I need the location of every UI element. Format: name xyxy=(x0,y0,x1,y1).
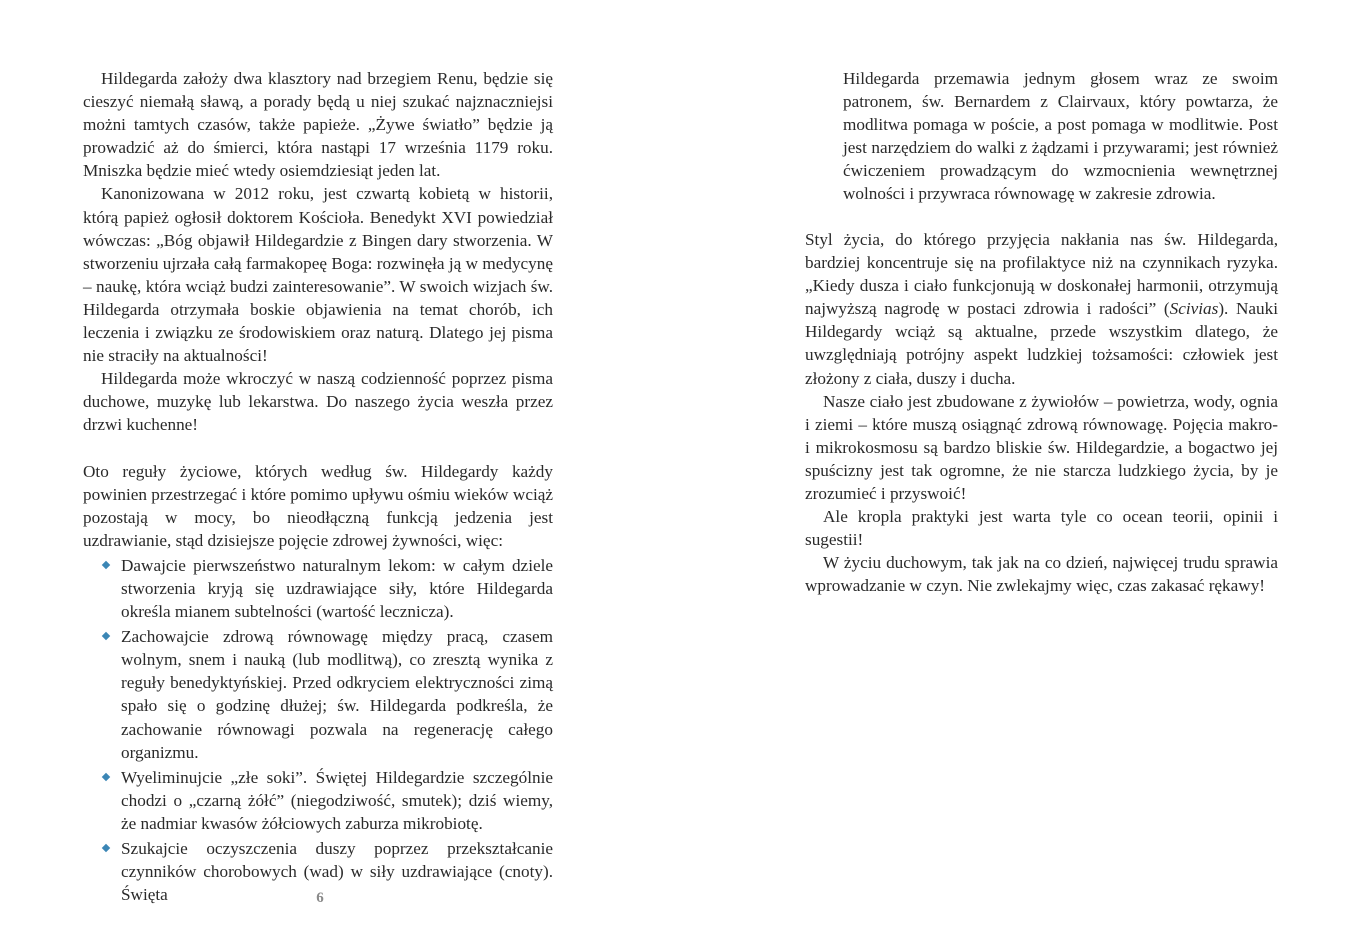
work-title-scivias: Scivias xyxy=(1169,299,1219,319)
paragraph-reguly-zyciowe: Oto reguły życiowe, których według św. Hildegardy każdy powinien przestrzegać i które pomimo upływu ośmiu wieków wciąż pozostają w mocy, bo nieodłączną funkcją jedzenia jest uzdrawianie, stąd dzisiejsze pojęcie zdrowej żywności, więc: xyxy=(83,461,553,550)
paragraph-codziennosc: Hildegarda może wkroczyć w naszą codzienność poprzez pisma duchowe, muzykę lub lekarstwa. Do naszego życia weszła przez drzwi kuchenne! xyxy=(83,369,553,435)
list-item-text: Wyeliminujcie „złe soki”. Świętej Hildegardzie szczególnie chodzi o „czarną żółć” (niegodziwość, smutek); dziś wiemy, że nadmiar kwasów żółciowych zaburza mikrobiotę. xyxy=(121,767,553,833)
list-item-text: Dawajcie pierwszeństwo naturalnym lekom: w całym dziele stworzenia kryją się uzdrawiające siły, które Hildegarda określa mianem subtelności (wartość lecznicza). xyxy=(121,555,553,622)
paragraph-kanonizowana: Kanonizowana w 2012 roku, jest czwartą kobietą w historii, którą papież ogłosił doktorem Kościoła. Benedykt XVI powiedział wówczas: „Bóg objawił Hildegardzie z Bingen dary stworzenia. W stworzeniu ujrzała całą farmakopeę Boga: rozwinęła ją w medycynę – naukę, która wciąż budzi zainteresowanie”. W swoich wizjach św. Hildegarda otrzymała boskie objawienia na temat chorób, ich leczenia i związku ze środowiskiem oraz naturą. Dlatego jej pisma nie straciły na aktualności! xyxy=(83,184,553,366)
paragraph-styl-zycia-start: Styl życia, do którego przyjęcia nakłania nas św. Hildegarda, bardziej koncentruje się na profilaktyce niż na czynnikach ryzyka. „Kiedy dusza i ciało funkcjonują w doskonałej harmonii, otrzymują najwyższą nagrodę w postaci zdrowia i radości” ( xyxy=(805,230,1278,319)
paragraph-nasze-cialo: Nasze ciało jest zbudowane z żywiołów – powietrza, wody, ognia i ziemi – które muszą osiągnąć zdrową równowagę. Pojęcia makro- i mikrokosmosu są bardzo bliskie św. Hildegardzie, a bogactwo jej spuścizny jest tak ogromne, że nie starcza ludzkiego życia, by je zrozumieć i przyswoić! xyxy=(805,391,1278,504)
paragraph-kropla-praktyki: Ale kropla praktyki jest warta tyle co ocean teorii, opinii i sugestii! xyxy=(805,507,1278,550)
block-quote xyxy=(843,67,1278,206)
left-page-text xyxy=(83,67,553,906)
right-page-text xyxy=(805,228,1278,598)
rules-list xyxy=(83,554,553,906)
list-item xyxy=(83,766,553,835)
list-item-text: Szukajcie oczyszczenia duszy poprzez przekształcanie czynników chorobowych (wad) w siły uzdrawiające (cnoty). Święta xyxy=(121,839,553,905)
diamond-bullet-icon xyxy=(102,561,110,569)
diamond-bullet-icon xyxy=(102,844,110,852)
paragraph-zycie-duchowe: W życiu duchowym, tak jak na co dzień, najwięcej trudu sprawia wprowadzanie w czyn. Nie zwlekajmy więc, czas zakasać rękawy! xyxy=(805,553,1278,596)
paragraph-styl-zycia xyxy=(805,228,1278,390)
list-item xyxy=(83,554,553,623)
right-page xyxy=(676,0,1351,939)
diamond-bullet-icon xyxy=(102,632,110,640)
diamond-bullet-icon xyxy=(102,772,110,780)
left-page xyxy=(0,0,675,939)
page-number: 6 xyxy=(316,890,324,906)
paragraph-hildegarda-klasztory: Hildegarda założy dwa klasztory nad brzegiem Renu, będzie się cieszyć niemałą sławą, a porady będą u niej szukać najznaczniejsi możni tamtych czasów, także papieże. „Żywe światło” będzie ją prowadzić aż do śmierci, która nastąpi 17 września 1179 roku. Mniszka będzie mieć wtedy osiemdziesiąt jeden lat. xyxy=(83,69,553,181)
list-item-text: Zachowajcie zdrową równowagę między pracą, czasem wolnym, snem i nauką (lub modlitwą), co zresztą wynika z reguły benedyktyńskiej. Przed odkryciem elektryczności zimą spało się o godzinę dłużej; św. Hildegarda podkreśla, że zachowanie równowagi pozwala na regenerację całego organizmu. xyxy=(121,627,553,762)
list-item xyxy=(83,625,553,764)
quote-text: Hildegarda przemawia jednym głosem wraz ze swoim patronem, św. Bernardem z Clairvaux, który powtarza, że modlitwa pomaga w poście, a post pomaga w modlitwie. Post jest narzędziem do walki z żądzami i przywarami; jest również ćwiczeniem prowadzącym do wzmocnienia wewnętrznej wolności i przywraca równowagę w zakresie zdrowia. xyxy=(843,69,1278,204)
paragraph-styl-zycia-end: ). Nauki Hildegardy wciąż są aktualne, przede wszystkim dlatego, że uwzględniają potrójny aspekt ludzkiej tożsamości: człowiek jest złożony z ciała, duszy i ducha. xyxy=(805,299,1278,388)
